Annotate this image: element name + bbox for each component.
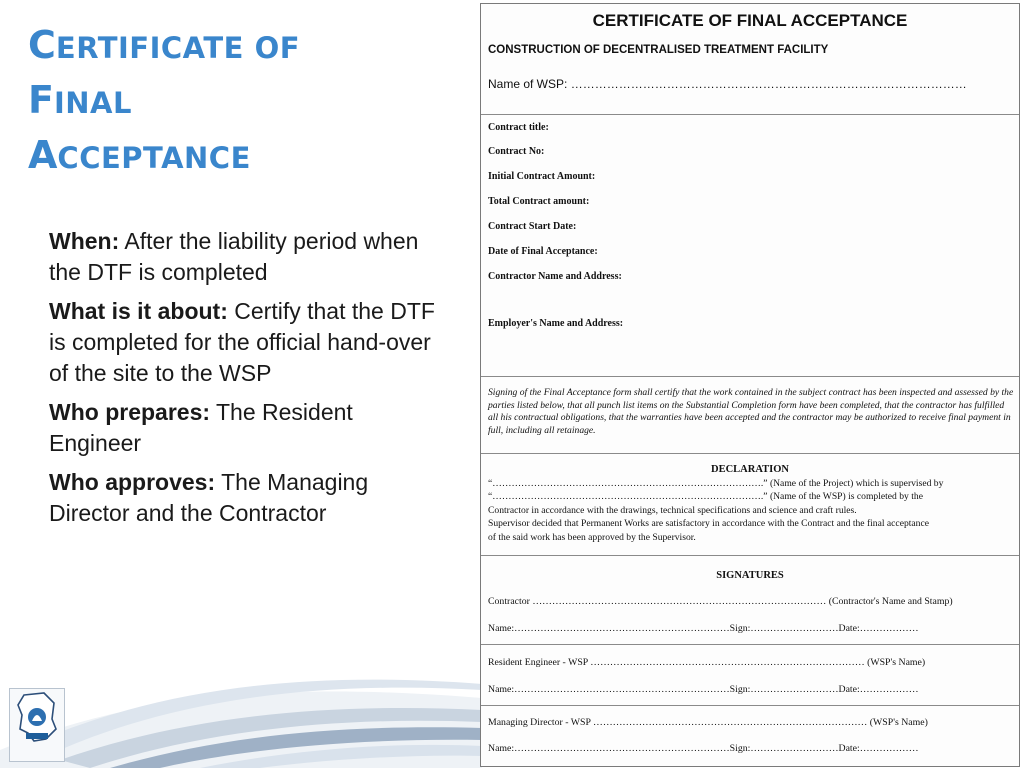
- signature-resident-engineer: Resident Engineer - WSP ………………………………………………………………………… (WSP's Name): [488, 657, 926, 668]
- signatures-heading: SIGNATURES: [716, 570, 784, 581]
- kenya-map-emblem-icon: [10, 689, 64, 749]
- divider: [481, 453, 1019, 454]
- signature-managing-director: Managing Director - WSP ………………………………………………………………………… (WSP's Name): [488, 717, 928, 728]
- divider: [481, 644, 1019, 645]
- field-contract-no: Contract No:: [488, 146, 545, 157]
- divider: [481, 705, 1019, 706]
- decorative-wave: [0, 640, 482, 768]
- field-contractor-name: Contractor Name and Address:: [488, 271, 622, 282]
- divider: [481, 376, 1019, 377]
- organization-logo: [9, 688, 65, 762]
- field-employer-name: Employer's Name and Address:: [488, 318, 624, 329]
- certificate-form: [480, 3, 1020, 767]
- declaration-heading: DECLARATION: [711, 464, 789, 475]
- signature-managing-director-name: Name:…………………………………………………………Sign:………………………Date:………………: [488, 743, 919, 754]
- title-line-2: FINAL: [28, 78, 132, 122]
- field-start-date: Contract Start Date:: [488, 221, 577, 232]
- signature-contractor: Contractor ……………………………………………………………………………… (Contractor's Name and Stamp): [488, 596, 953, 607]
- divider: [481, 555, 1019, 556]
- info-bullets: [49, 226, 439, 537]
- bullet-who-approves: Who approves: The Managing Director and the Contractor: [49, 469, 369, 526]
- declaration-line: Supervisor decided that Permanent Works are satisfactory in accordance with the Contract and the final acceptance: [488, 518, 929, 530]
- title-line-1: CERTIFICATE OF: [28, 23, 301, 67]
- wsp-name-line: Name of WSP: ………………………………………………………………………………………: [488, 77, 967, 91]
- declaration-line: “………………………………………………………………………….” (Name of the WSP) is completed by the: [488, 491, 923, 503]
- signature-contractor-name: Name:…………………………………………………………Sign:………………………Date:………………: [488, 623, 919, 634]
- divider: [481, 114, 1019, 115]
- field-contract-title: Contract title:: [488, 122, 549, 133]
- declaration-line: “………………………………………………………………………….” (Name of the Project) which is supervised by: [488, 478, 944, 489]
- field-initial-amount: Initial Contract Amount:: [488, 171, 596, 182]
- declaration-line: Contractor in accordance with the drawings, technical specifications and science and craft rules.: [488, 504, 857, 516]
- certificate-title: CERTIFICATE OF FINAL ACCEPTANCE: [592, 11, 908, 30]
- field-total-amount: Total Contract amount:: [488, 196, 590, 207]
- declaration-text: [488, 477, 1016, 544]
- field-final-acceptance-date: Date of Final Acceptance:: [488, 246, 598, 257]
- title-line-3: ACCEPTANCE: [28, 133, 251, 177]
- bullet-when: When: After the liability period when the DTF is completed: [49, 228, 419, 285]
- signature-resident-engineer-name: Name:…………………………………………………………Sign:………………………Date:………………: [488, 684, 919, 695]
- bullet-who-prepares: Who prepares: The Resident Engineer: [49, 399, 353, 456]
- certificate-subtitle: CONSTRUCTION OF DECENTRALISED TREATMENT FACILITY: [488, 44, 829, 56]
- signing-paragraph: Signing of the Final Acceptance form shall certify that the work contained in the subject contract has been inspected and assessed by the parties listed below, that all punch list items on the Substantial Completion form have been completed, that the contractor has fulfilled all his contractual obligations, that the warranties have been accepted and the contractor may be authorized to receive final payment in full, including all retainage.: [488, 387, 1014, 436]
- slide-title: [28, 18, 448, 183]
- bullet-what: What is it about: Certify that the DTF is completed for the official hand-over of the site to the WSP: [49, 298, 435, 386]
- declaration-line: of the said work has been approved by the Supervisor.: [488, 531, 696, 543]
